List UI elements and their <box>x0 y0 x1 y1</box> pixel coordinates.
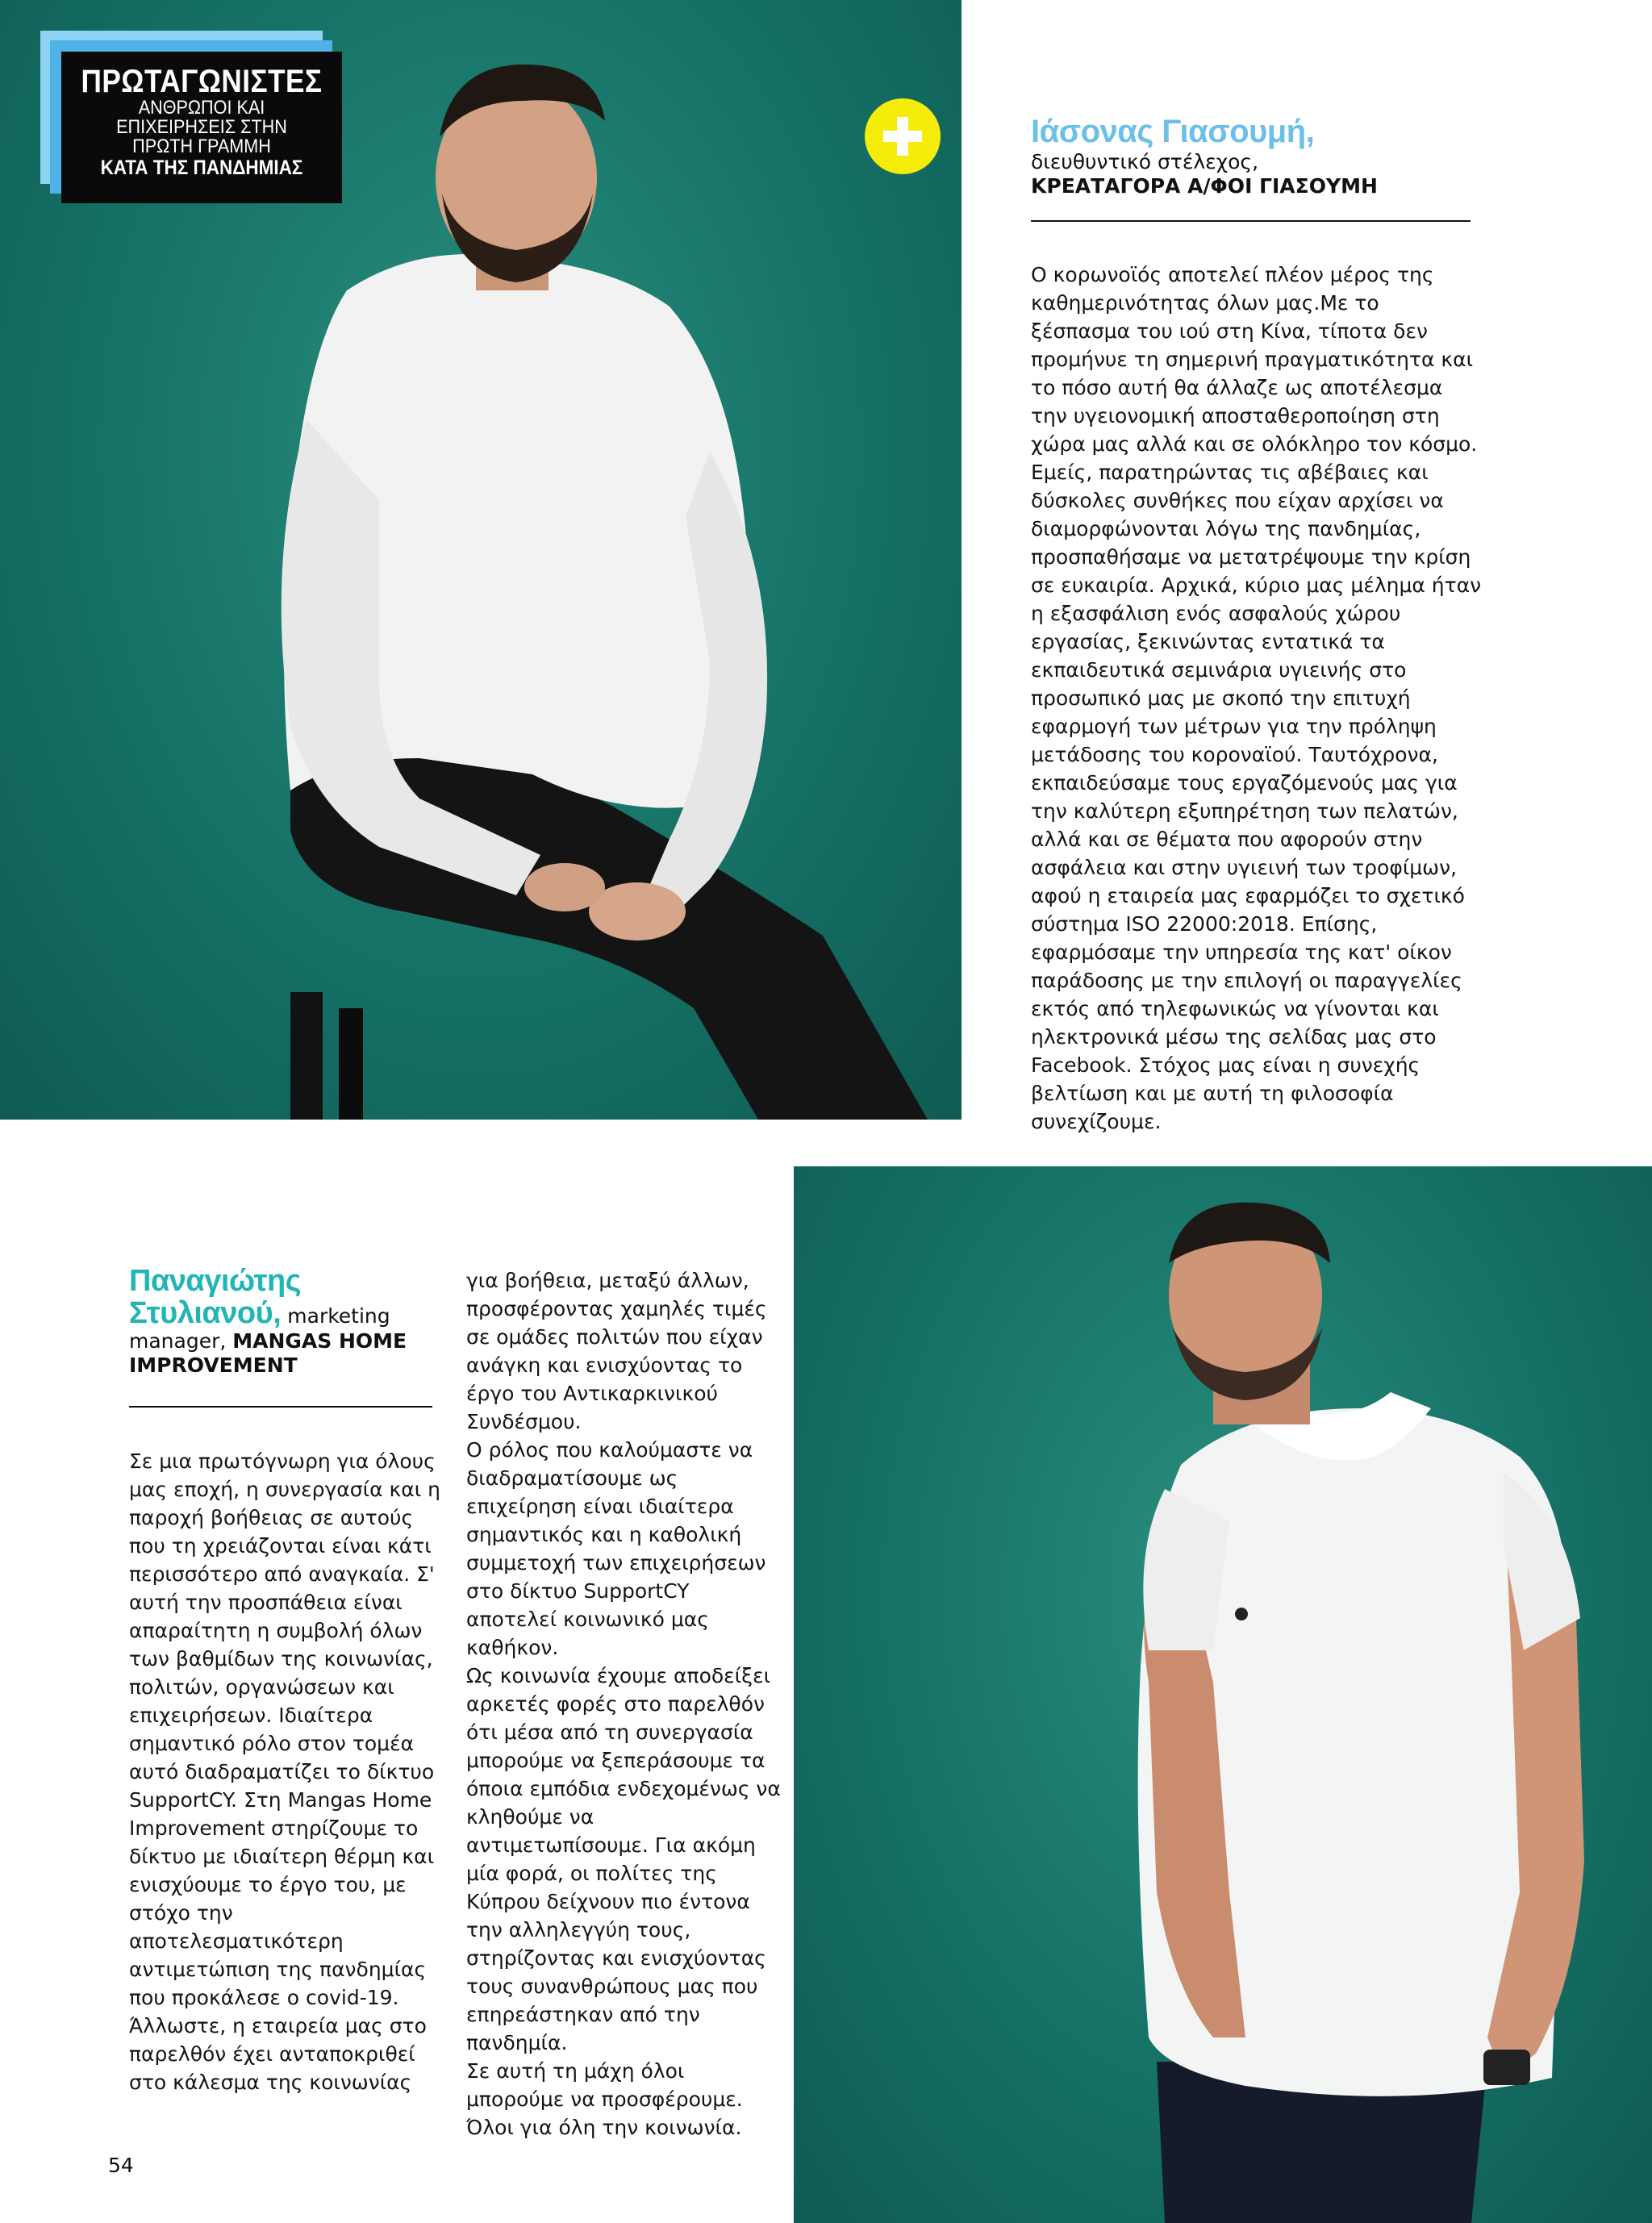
section-badge <box>40 31 342 203</box>
badge-line-2: ΕΠΙΧΕΙΡΗΣΕΙΣ ΣΤΗΝ <box>116 116 287 138</box>
article2-paragraph: Σε αυτή τη μάχη όλοι μπορούμε να προσφέρουμε. Όλοι για όλη την κοινωνία. <box>466 2059 743 2139</box>
portrait-photo-panagiotis <box>794 1166 1652 2223</box>
article1-person-name: Ιάσονας Γιασουμή, <box>1031 114 1315 149</box>
plus-icon <box>865 98 941 174</box>
page-number: 54 <box>108 2154 134 2177</box>
article2-paragraph: Ως κοινωνία έχουμε αποδείξει αρκετές φορές στο παρελθόν ότι μέσα από τη συνεργασία μπορούμε να ξεπεράσουμε τα όποια εμπόδια ενδεχομένως να κληθούμε να αντιμετωπίσουμε. Για ακόμη μία φορά, οι πολίτες της Κύπρου δείχνουν πιο έντονα την αλληλεγγύη τους, στηρίζοντας και ενισχύοντας τους συνανθρώπους μας που επηρεάστηκαν από την πανδημία. <box>466 1664 781 2054</box>
article2-column-2 <box>466 1266 781 2142</box>
badge-front-panel <box>61 52 342 203</box>
article1-body <box>1031 261 1483 1136</box>
article1-paragraph: Ο κορωνοϊός αποτελεί πλέον μέρος της καθημερινότητας όλων μας.Με το ξέσπασμα του ιού στη Κίνα, τίποτα δεν προμήνυε τη σημερινή πραγματικότητα και το πόσο αυτή θα άλλαζε ως αποτέλεσμα την υγειονομική αποσταθεροποίηση στη χώρα μας αλλά και σε ολόκληρο τον κόσμο. Εμείς, παρατηρώντας τις αβέβαιες και δύσκολες συνθήκες που είχαν αρχίσει να διαμορφώνονται λόγω της πανδημίας, προσπαθήσαμε να μετατρέψουμε την κρίση σε ευκαιρία. Αρχικά, κύριο μας μέλημα ήταν η εξασφάλιση ενός ασφαλούς χώρου εργασίας, ξεκινώντας εντατικά τα εκπαιδευτικά σεμινάρια υγιεινής στο προσωπικό μας με σκοπό την επιτυχή εφαρμογή των μέτρων για την πρόληψη μετάδοσης του κοροναϊού. Ταυτόχρονα, εκπαιδεύσαμε τους εργαζόμενούς μας για την καλύτερη εξυπηρέτηση των πελατών, αλλά και σε θέματα που αφορούν στην ασφάλεια και στην υγιεινή των τροφίμων, αφού η εταιρεία μας εφαρμόζει το σχετικό σύστημα ISO 22000:2018. Επίσης, εφαρμόσαμε την υπηρεσία της κατ' οίκον παράδοσης με την επιλογή οι παραγγελίες εκτός από τηλεφωνικώς να γίνονται και ηλεκτρονικά μέσω της σελίδας μας στο Facebook. Στόχος μας είναι η συνεχής βελτίωση και με αυτή τη φιλοσοφία συνεχίζουμε. <box>1031 263 1482 1133</box>
article2-paragraph: Σε μια πρωτόγνωρη για όλους μας εποχή, η συνεργασία και η παροχή βοήθειας σε αυτούς που τη χρειάζονται είναι κάτι περισσότερο από αναγκαία. Σ' αυτή την προσπάθεια είναι απαραίτητη η συμβολή όλων των βαθμίδων της κοινωνίας, πολιτών, οργανώσεων και επιχειρήσεων. Ιδιαίτερα σημαντικό ρόλο στον τομέα αυτό διαδραματίζει το δίκτυο SupportCY. Στη Mangas Home Improvement στηρίζουμε το δίκτυο με ιδιαίτερη θέρμη και ενισχύουμε το έργο του, με στόχο την αποτελεσματικότερη αντιμετώπιση της πανδημίας που προκάλεσε ο covid-19. Άλλωστε, η εταιρεία μας στο παρελθόν έχει ανταποκριθεί στο κάλεσμα της κοινωνίας <box>129 1449 440 2094</box>
article1-byline <box>1031 113 1471 198</box>
badge-line-3: ΠΡΩΤΗ ΓΡΑΜΜΗ <box>132 136 271 157</box>
article2-person-role: marketing manager, <box>129 1304 390 1353</box>
portrait-illustration-standing-man <box>794 1166 1652 2223</box>
article2-paragraph: Ο ρόλος που καλούμαστε να διαδραματίσουμε ως επιχείρηση είναι ιδιαίτερα σημαντικός και η καθολική συμμετοχή των επιχειρήσεων στο δίκτυο SupportCY αποτελεί κοινωνικό μας καθήκον. <box>466 1438 766 1659</box>
article2-paragraph: για βοήθεια, μεταξύ άλλων, προσφέροντας χαμηλές τιμές σε ομάδες πολιτών που είχαν ανάγκη και ενισχύοντας το έργο του Αντικαρκινικού Συνδέσμου. <box>466 1269 767 1433</box>
badge-line-1: ΑΝΘΡΩΠΟΙ ΚΑΙ <box>138 97 265 119</box>
article2-column-1 <box>129 1447 444 2096</box>
article1-company: ΚΡΕΑΤΑΓΟΡΑ Α/ΦΟΙ ΓΙΑΣΟΥΜΗ <box>1031 174 1378 198</box>
article1-divider <box>1031 220 1471 222</box>
badge-title: ΠΡΩΤΑΓΩΝΙΣΤΕΣ <box>81 64 323 99</box>
article1-person-role: διευθυντικό στέλεχος, <box>1031 150 1259 173</box>
article2-byline <box>129 1265 436 1378</box>
badge-line-4: ΚΑΤΑ ΤΗΣ ΠΑΝΔΗΜΙΑΣ <box>100 156 303 179</box>
article2-person-name: Παναγιώτης Στυλιανού, <box>129 1264 301 1330</box>
article2-company: MANGAS HOME IMPROVEMENT <box>129 1329 407 1377</box>
article2-divider <box>129 1406 432 1408</box>
